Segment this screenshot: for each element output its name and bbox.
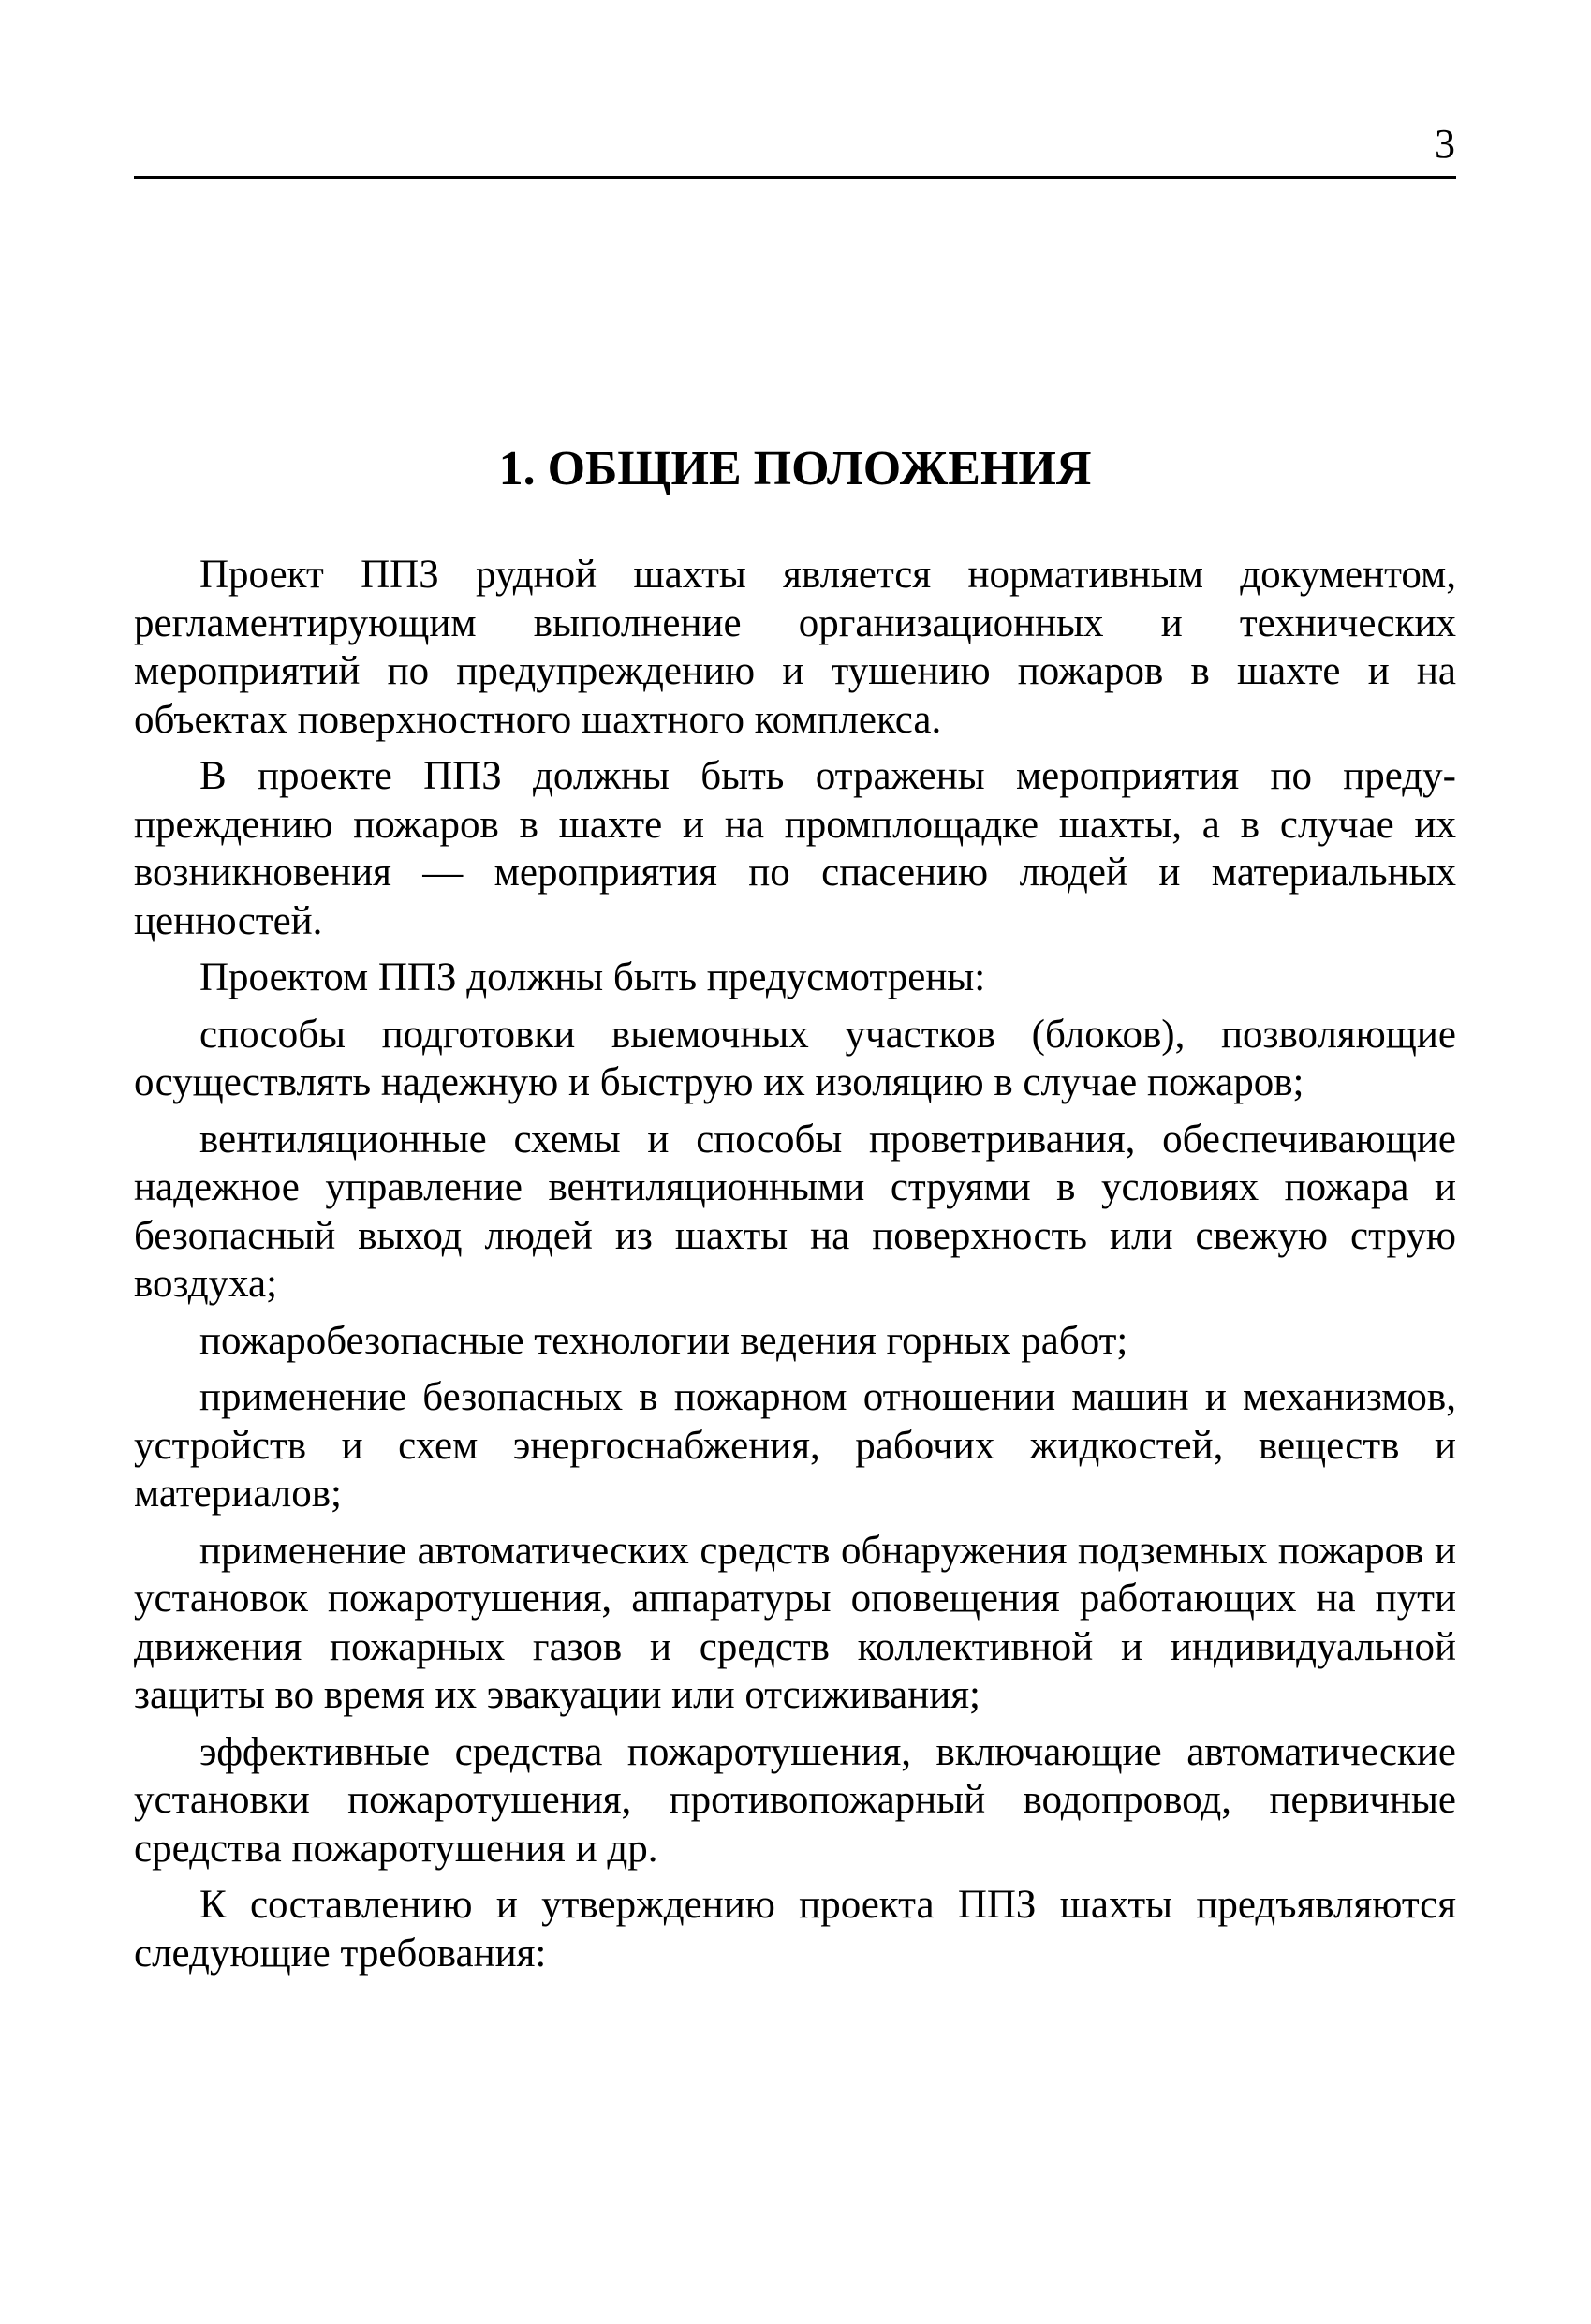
paragraph-intro: Проект ППЗ рудной шахты является нормативным документом, регламентирующим выполнение организационных и технических мероприятий по предупреждению и тушению пожаров в шахте и на объектах поверхностного шахтного комплекса. — [134, 553, 1456, 742]
list-item-fireproof-technologies: пожаробезопасные технологии ведения горных работ; — [199, 1318, 1128, 1363]
page-number: 3 — [1435, 121, 1455, 167]
list-item-excavation-methods: способы подготовки выемочных участков (блоков), позволяющие осуществлять надежную и быструю их изоляцию в случае пожаров; — [134, 1012, 1456, 1104]
list-item-ventilation-schemes: вентиляционные схемы и способы проветривания, обеспечивающие надежное управление вентиляционными струями в условиях пожара и безопасный выход людей из шахты на поверхность или свежую струю воздуха; — [134, 1117, 1456, 1306]
list-item-safe-machines: применение безопасных в пожарном отношении машин и механизмов, устройств и схем энергоснабжения, рабочих жидкостей, веществ и материалов; — [134, 1375, 1456, 1516]
paragraph-measures: В проекте ППЗ должны быть отражены мероприятия по предупреждению пожаров в шахте и на промплощадке шахты, а в случае их возникновения — мероприятия по спасению людей и материальных ценностей. — [134, 754, 1456, 943]
list-item-automatic-detection: применение автоматических средств обнаружения подземных пожаров и установок пожаротушения, аппаратуры оповещения работающих на пути движения пожарных газов и средств коллективной и индивидуальной защиты во время их эвакуации или отсиживания; — [134, 1528, 1456, 1717]
list-item-extinguishing-means: эффективные средства пожаротушения, включающие автоматические установки пожаротушения, противопожарный водопровод, первичные средства пожаротушения и др. — [134, 1729, 1456, 1871]
paragraph-list-lead: Проектом ППЗ должны быть предусмотрены: — [199, 955, 986, 999]
paragraph-requirements-lead: К составлению и утверждению проекта ППЗ шахты предъявляются следующие требования: — [134, 1883, 1456, 1976]
header-rule — [134, 176, 1456, 179]
section-title: 1. ОБЩИЕ ПОЛОЖЕНИЯ — [498, 442, 1092, 496]
section-body — [134, 551, 1456, 1986]
